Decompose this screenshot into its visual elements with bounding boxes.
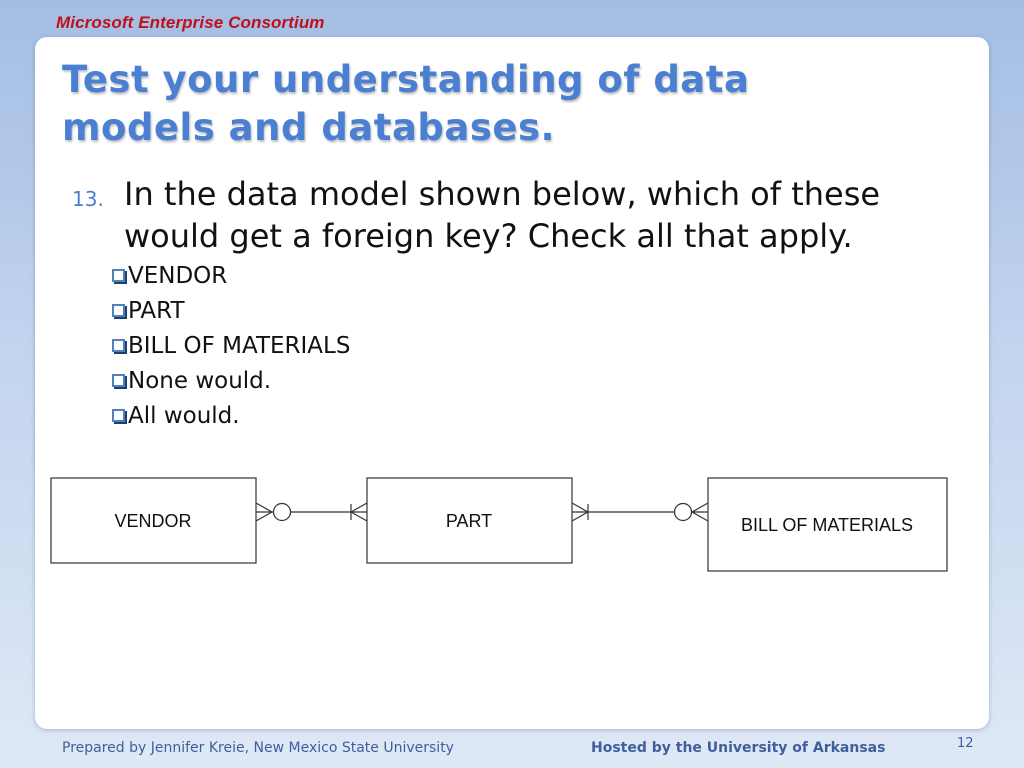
footer-host: Hosted by the University of Arkansas (591, 740, 886, 756)
entity-label: PART (445, 511, 493, 531)
zero-circle-icon (675, 504, 692, 521)
title-line-2: models and databases. (62, 106, 556, 149)
option-label: VENDOR (128, 262, 228, 289)
crows-foot-icon (351, 503, 367, 512)
zero-circle-icon (274, 504, 291, 521)
relationship-part-bom (572, 503, 708, 521)
crows-foot-icon (256, 503, 272, 512)
option-label: PART (128, 297, 185, 324)
footer-author: Prepared by Jennifer Kreie, New Mexico State University (62, 740, 454, 756)
page-number: 12 (957, 736, 974, 751)
entity-vendor (51, 478, 256, 563)
question-line-1: In the data model shown below, which of these (124, 175, 881, 213)
option-label: All would. (128, 402, 240, 429)
crows-foot-icon (572, 503, 588, 512)
relationship-vendor-part (256, 503, 367, 521)
consortium-brand: Microsoft Enterprise Consortium (56, 13, 325, 32)
question-line-2: would get a foreign key? Check all that apply. (124, 217, 853, 255)
entity-label: BILL OF MATERIALS (740, 515, 914, 535)
title-line-1: Test your understanding of data (62, 58, 750, 101)
option-label: None would. (128, 367, 272, 394)
crows-foot-icon (692, 503, 708, 512)
entity-label: VENDOR (114, 511, 192, 531)
option-label: BILL OF MATERIALS (128, 332, 351, 359)
question-number: 13. (72, 187, 104, 211)
entity-bill-of-materials (708, 478, 947, 571)
entity-part (367, 478, 572, 563)
